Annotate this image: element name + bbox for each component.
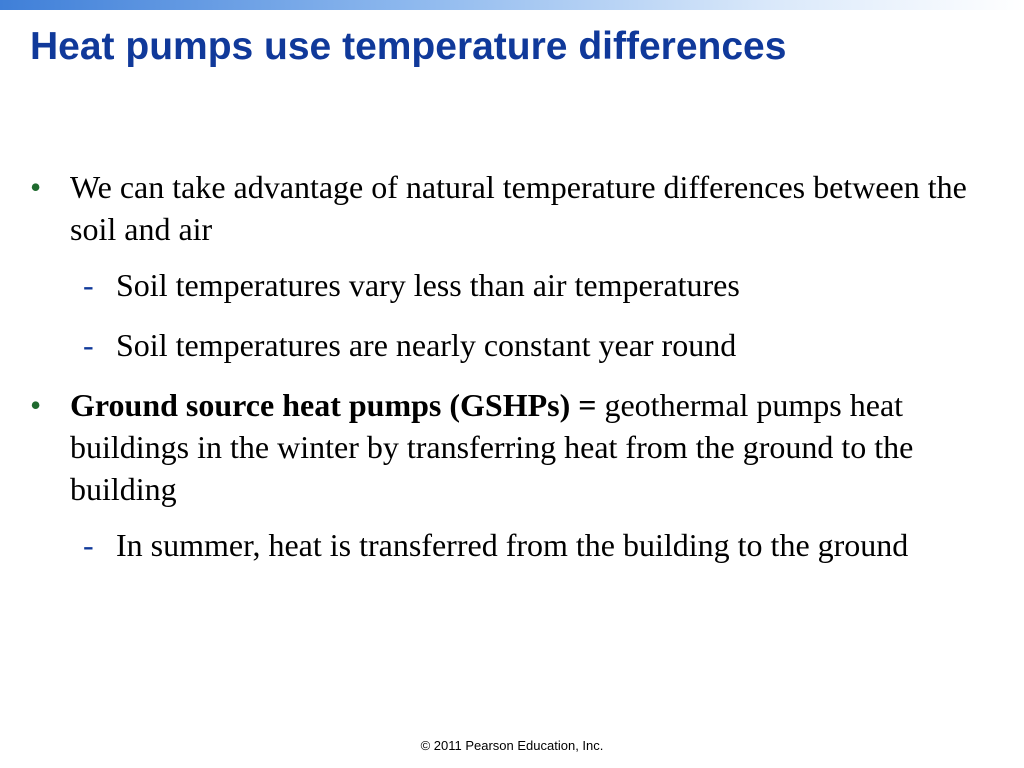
dash-marker: - xyxy=(83,327,94,363)
bullet-marker: • xyxy=(30,169,42,205)
bullet-item xyxy=(30,384,1010,510)
slide-body xyxy=(30,166,1010,584)
sub-bullet-item xyxy=(30,524,1010,566)
slide-title: Heat pumps use temperature differences xyxy=(30,25,787,68)
sub-bullet-item xyxy=(30,324,1010,366)
dash-marker: - xyxy=(83,267,94,303)
sub-bullet-text: In summer, heat is transferred from the building to the ground xyxy=(116,527,909,563)
sub-bullet-item xyxy=(30,264,1010,306)
copyright-footer: © 2011 Pearson Education, Inc. xyxy=(420,738,604,753)
bullet-item xyxy=(30,166,1010,250)
dash-marker: - xyxy=(83,527,94,563)
bullet-text: geothermal pumps heat buildings in the winter by transferring heat from the ground to the building xyxy=(70,387,914,507)
bullet-bold-term: Ground source heat pumps (GSHPs) = xyxy=(70,387,605,423)
sub-bullet-text: Soil temperatures vary less than air temperatures xyxy=(116,267,740,303)
sub-bullet-text: Soil temperatures are nearly constant year round xyxy=(116,327,737,363)
top-gradient-bar xyxy=(0,0,1024,10)
bullet-marker: • xyxy=(30,387,42,423)
bullet-text: We can take advantage of natural temperature differences between the soil and air xyxy=(70,169,967,247)
